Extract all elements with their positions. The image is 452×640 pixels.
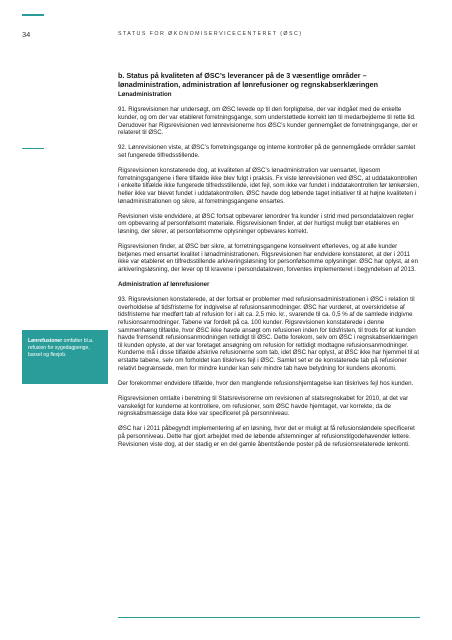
paragraph-92: 92. Lønrevisionen viste, at ØSC’s forretningsgange og interne kontroller på de gennemgåede områder samlet set fungerede tilfredsstillende.: [118, 144, 416, 159]
paragraph: Rigsrevisionen finder, at ØSC bør sikre, at forretningsgangene konsekvent efterleves, og at alle kunder betjenes med ensartet kvalitet i lønadministrationen. Rigsrevisionen har endvidere konstateret, at der i 2011 ikke var etableret en tilfredsstillende arkiveringsløsning for personfølsomme oplysninger. ØSC har oplyst, at en arkiveringsløsning, der lever op til kravene i persondataloven, forventes implementeret i begyndelsen af 2013.: [118, 243, 419, 273]
subheading-loenadministration: Lønadministration: [118, 91, 172, 99]
section-title-line: b. Status på kvaliteten af ØSC’s leverancer på de 3 væsentlige områder –: [118, 71, 367, 80]
paragraph: Rigsrevisionen konstaterede dog, at kvaliteten af ØSC’s lønadministration var uensartet, ligesom forretningsgangene i flere tilfælde ikke blev fulgt i praksis. Fx viste lønrevisionen ved ØSC, at uddatakontrollen i enkelte tilfælde ikke fungerede tilfredsstillende, idet fejl, som ikke var fundet i inddatakontrollen før lønkørslen, heller ikke var blevet fundet i uddatakontrollen. ØSC havde dog løbende taget initiativer til at højne kvaliteten i lønadministrationen og sikre, at forretningsgangene ensartes.: [118, 167, 420, 205]
subheading-loenrefusioner: Administration af lønrefusioner: [118, 281, 210, 289]
paragraph: Rigsrevisionen omtalte i beretning til Statsrevisorerne om revisionen af statsregnskabet for 2010, at det var vanskeligt for kunderne at kontrollere, om refusioner, som ØSC havde hjemtaget, var korrekte, da de regnskabsmæssige data ikke var specificeret på personniveau.: [118, 394, 409, 418]
paragraph-93: 93. Rigsrevisionen konstaterede, at der fortsat er problemer med refusionsadministrationen i ØSC i relation til overholdelse af tidsfristerne for indgivelse af refusionsanmodninger. ØSC har vurderet, at overskridelse af tidsfristerne har medført tab af refusion for i alt ca. 2,5 mio. kr., svarende til ca. 0,5 % af de samlede indgivne refusionsanmodninger. Tabene var fordelt på ca. 100 kunder. Rigsrevisionen konstaterede i denne sammenhæng tilfælde, hvor ØSC ikke havde ansøgt om refusionen inden for tidsfristen, til trods for at kunden havde fremsendt refusionsanmodningen rettidigt til ØSC. Dette forekom, selv om ØSC i regnskabserklæringen til kunden oplyste, at der var foretaget ansøgning om refusion for rettidigt modtagne refusionsanmodninger. Kunderne må i disse tilfælde afskrive refusionerne som tab, idet ØSC har oplyst, at ØSC ikke har hjemmel til at erstatte tabene, selv om forholdet kan tilskrives fejl i ØSC. Samlet set er de konstaterede tab på refusioner relativt begrænsede, men for mindre kunder kan selv mindre tab have betydning for kundens økonomi.: [118, 296, 420, 372]
paragraph: ØSC har i 2011 påbegyndt implementering af en løsning, hvor det er muligt at få refusionsløndele specificeret på personniveau. Dette har gjort arbejdet med de løbende afstemninger af refusionstilgodehavender lettere. Revisionen viste dog, at der stadig er en del gamle åbentstående poster på de refusionsrelaterede lønkonti.: [118, 425, 415, 448]
running-head: STATUS FOR ØKONOMISERVICECENTERET (ØSC): [118, 31, 303, 37]
margin-note-box: [22, 330, 108, 384]
paragraph-91: 91. Rigsrevisionen har undersøgt, om ØSC levede op til den forpligtelse, der var indgået med de enkelte kunder, og om der var etableret forretningsgange, som understøttede korrekt løn til medarbejderne til rette tid. Derudover har Rigsrevisionen ved lønrevisionerne hos ØSC’s kunder gennemgået de forretningsgange, der er relateret til ØSC.: [118, 106, 418, 137]
header-accent-rule: [22, 14, 44, 16]
paragraph: Revisionen viste endvidere, at ØSC fortsat opbevarer lønordrer fra kunder i strid med persondataloven regler om opbevaring af personfølsomt materiale. Rigsrevisionen finder, at der hurtigst muligt bør etableres en løsning, der sikrer, at personfølsomme oplysninger opbevares korrekt.: [118, 212, 414, 235]
footer-accent-rule: [118, 617, 420, 618]
section-title: [118, 72, 420, 89]
margin-note-term: Lønrefusioner: [28, 338, 63, 344]
margin-accent-rule: [22, 148, 44, 149]
main-text-column: [118, 72, 420, 456]
page-number: 34: [22, 30, 31, 39]
margin-note-text: omfatter bl.a. refusion for sygedagpenge, barsel og flexjob.: [28, 338, 94, 359]
section-title-line: lønadministration, administration af lønrefusioner og regnskabserklæringen: [118, 79, 378, 89]
paragraph: Der forekommer endvidere tilfælde, hvor den manglende refusionshjemtagelse kan tilskrives fejl hos kunden.: [118, 379, 414, 387]
